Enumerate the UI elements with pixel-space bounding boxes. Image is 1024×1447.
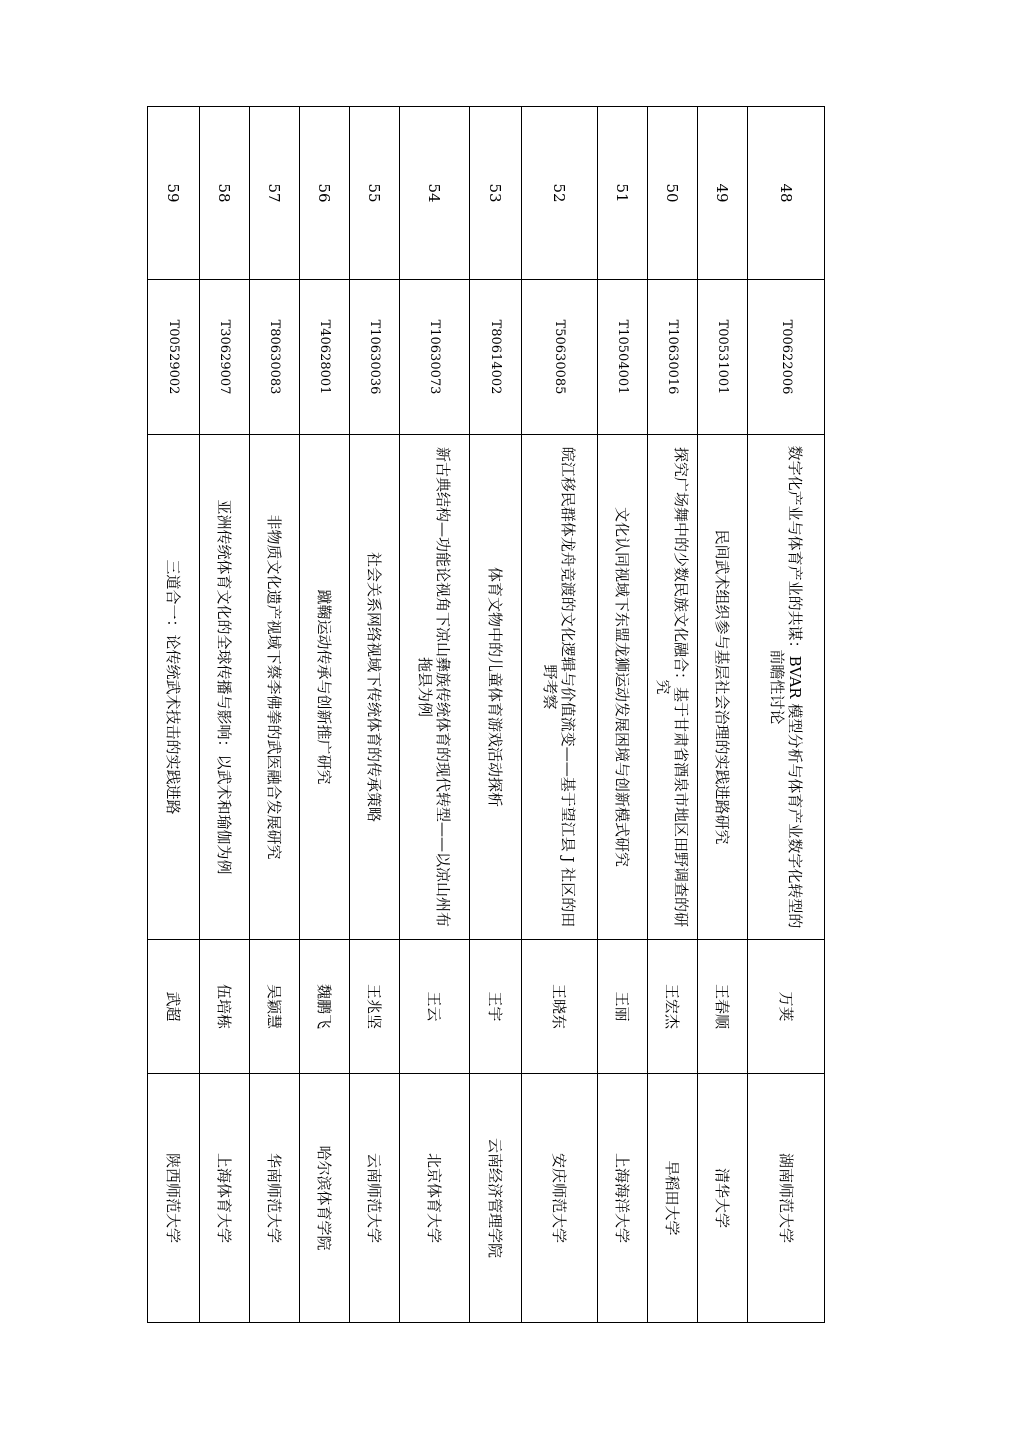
author-name: 王宇 <box>470 940 522 1074</box>
paper-code: T00529002 <box>148 280 200 435</box>
author-name: 万荚 <box>748 940 825 1074</box>
row-number: 49 <box>698 107 748 280</box>
paper-code: T50630085 <box>522 280 598 435</box>
table-row <box>350 107 400 1323</box>
paper-title: 体育文物中的儿童体育游戏活动探析 <box>470 435 522 940</box>
table-row <box>250 107 300 1323</box>
author-name: 伍培栋 <box>200 940 250 1074</box>
table-row <box>522 107 598 1323</box>
paper-code: T00622006 <box>748 280 825 435</box>
row-number: 53 <box>470 107 522 280</box>
row-number: 48 <box>748 107 825 280</box>
author-name: 王云 <box>400 940 470 1074</box>
row-number: 59 <box>148 107 200 280</box>
table-row <box>200 107 250 1323</box>
paper-title: 文化认同视域下东盟龙狮运动发展困境与创新模式研究 <box>598 435 648 940</box>
paper-title: 社会关系网络视域下传统体育的传承策略 <box>350 435 400 940</box>
table-row <box>748 107 825 1323</box>
paper-code: T10630016 <box>648 280 698 435</box>
institution: 上海体育大学 <box>200 1074 250 1323</box>
institution: 陕西师范大学 <box>148 1074 200 1323</box>
author-name: 武超 <box>148 940 200 1074</box>
institution: 云南经济管理学院 <box>470 1074 522 1323</box>
institution: 清华大学 <box>698 1074 748 1323</box>
row-number: 54 <box>400 107 470 280</box>
table-row <box>300 107 350 1323</box>
paper-title: 三道合一：论传统武术技击的实践进路 <box>148 435 200 940</box>
institution: 华南师范大学 <box>250 1074 300 1323</box>
row-number: 51 <box>598 107 648 280</box>
institution: 北京体育大学 <box>400 1074 470 1323</box>
paper-title: 皖江移民群体龙舟竞渡的文化逻辑与价值流变——基于望江县 J 社区的田野考察 <box>522 435 598 940</box>
paper-title: 民间武术组织参与基层社会治理的实践进路研究 <box>698 435 748 940</box>
author-name: 王兆坚 <box>350 940 400 1074</box>
paper-title: 非物质文化遗产视域下蔡李佛拳的武医融合发展研究 <box>250 435 300 940</box>
author-name: 吴颖慧 <box>250 940 300 1074</box>
row-number: 55 <box>350 107 400 280</box>
row-number: 56 <box>300 107 350 280</box>
paper-code: T10630073 <box>400 280 470 435</box>
author-name: 王宏杰 <box>648 940 698 1074</box>
institution: 湖南师范大学 <box>748 1074 825 1323</box>
institution: 云南师范大学 <box>350 1074 400 1323</box>
paper-title: 新古典结构—功能论视角下凉山彝族传统体育的现代转型——以凉山州布拖县为例 <box>400 435 470 940</box>
paper-code: T10630036 <box>350 280 400 435</box>
row-number: 58 <box>200 107 250 280</box>
paper-code: T80614002 <box>470 280 522 435</box>
table-row <box>698 107 748 1323</box>
paper-title: 数字化产业与体育产业的共谋：BVAR 模型分析与体育产业数字化转型的前瞻性讨论 <box>748 435 825 940</box>
table-row <box>470 107 522 1323</box>
paper-code: T00531001 <box>698 280 748 435</box>
table-row <box>148 107 200 1323</box>
author-name: 魏鹏飞 <box>300 940 350 1074</box>
table-row <box>598 107 648 1323</box>
institution: 早稻田大学 <box>648 1074 698 1323</box>
paper-code: T10504001 <box>598 280 648 435</box>
paper-code: T30629007 <box>200 280 250 435</box>
row-number: 50 <box>648 107 698 280</box>
paper-code: T40628001 <box>300 280 350 435</box>
paper-title: 蹴鞠运动传承与创新推广研究 <box>300 435 350 940</box>
author-name: 王晓东 <box>522 940 598 1074</box>
rotated-page-content <box>155 106 825 1322</box>
institution: 哈尔滨体育学院 <box>300 1074 350 1323</box>
paper-title: 亚洲传统体育文化的全球传播与影响：以武术和瑜伽为例 <box>200 435 250 940</box>
author-name: 王春顺 <box>698 940 748 1074</box>
table-row <box>648 107 698 1323</box>
row-number: 57 <box>250 107 300 280</box>
paper-code: T80630083 <box>250 280 300 435</box>
table-row <box>400 107 470 1323</box>
author-name: 王丽 <box>598 940 648 1074</box>
institution: 安庆师范大学 <box>522 1074 598 1323</box>
institution: 上海海洋大学 <box>598 1074 648 1323</box>
paper-title: 探究广场舞中的少数民族文化融合：基于甘肃省酒泉市地区田野调查的研究 <box>648 435 698 940</box>
row-number: 52 <box>522 107 598 280</box>
paper-list-table <box>147 106 825 1323</box>
